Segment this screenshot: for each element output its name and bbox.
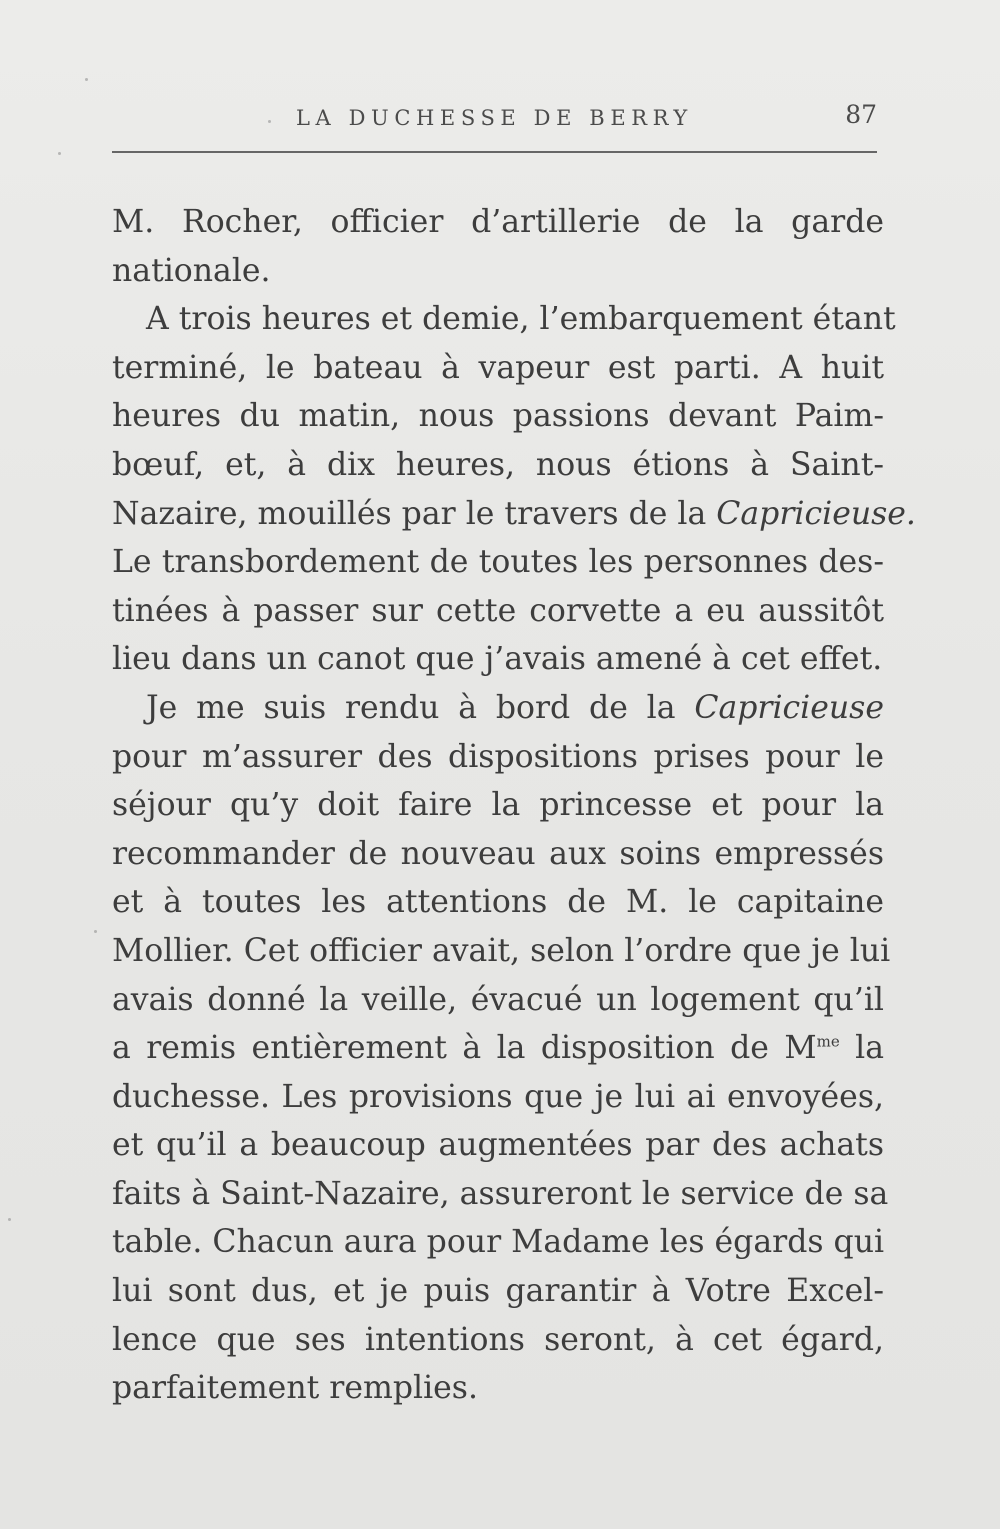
text-line-with-italic [112, 684, 884, 733]
page-number: 87 [845, 100, 877, 129]
text-line-with-superscript [112, 1024, 884, 1073]
paper-speck [58, 152, 61, 155]
text-line: Le transbordement de toutes les personnes des- [112, 544, 884, 581]
text-line: parfaitement remplies. [112, 1370, 478, 1407]
paragraph-2 [112, 295, 916, 684]
text-line: terminé, le bateau à vapeur est parti. A huit [112, 349, 884, 386]
text-line: M. Rocher, officier d’artillerie de la garde [112, 204, 884, 240]
running-head [112, 98, 877, 138]
text-line: et à toutes les attentions de M. le capitaine [112, 884, 884, 921]
superscript: me [816, 1032, 840, 1051]
text-segment: a remis entièrement à la disposition de M [112, 1030, 817, 1067]
paragraph-3 [112, 684, 891, 1413]
text-line: lence que ses intentions seront, à cet égard, [112, 1321, 884, 1358]
italic-ship-name: Capricieuse [694, 689, 884, 726]
text-line: faits à Saint-Nazaire, assureront le service de sa [112, 1175, 889, 1212]
text-line: pour m’assurer des dispositions prises pour le [112, 738, 884, 775]
running-title: LA DUCHESSE DE BERRY [296, 106, 693, 130]
paragraph-1 [112, 198, 884, 295]
text-segment: la [839, 1030, 884, 1067]
text-line: tinées à passer sur cette corvette a eu aussitôt [112, 592, 884, 629]
text-segment: Je me suis rendu à bord de la [146, 689, 695, 726]
text-line-with-italic [112, 490, 916, 539]
text-line: A trois heures et demie, l’embarquement étant [146, 301, 896, 338]
text-line: lui sont dus, et je puis garantir à Votre Excel- [112, 1273, 884, 1310]
text-line: nationale. [112, 252, 271, 289]
paper-speck [85, 78, 88, 81]
text-segment: Nazaire, mouillés par le travers de la [112, 495, 717, 532]
paper-speck [8, 1218, 11, 1221]
text-line: avais donné la veille, évacué un logement qu’il [112, 981, 884, 1018]
text-line: bœuf, et, à dix heures, nous étions à Saint- [112, 446, 884, 483]
text-line: et qu’il a beaucoup augmentées par des achats [112, 1127, 884, 1164]
text-line: lieu dans un canot que j’avais amené à cet effet. [112, 641, 883, 678]
text-line: Mollier. Cet officier avait, selon l’ordre que je lui [112, 932, 891, 969]
text-line: recommander de nouveau aux soins empressés [112, 835, 884, 872]
text-line: séjour qu’y doit faire la princesse et pour la [112, 787, 884, 824]
italic-ship-name: Capricieuse. [716, 495, 916, 532]
paper-speck [268, 120, 271, 123]
paper-speck [94, 930, 97, 933]
text-line: heures du matin, nous passions devant Paim- [112, 398, 884, 435]
text-line: table. Chacun aura pour Madame les égards qui [112, 1224, 885, 1261]
body-text [112, 198, 916, 1413]
header-rule [112, 151, 877, 153]
text-line: duchesse. Les provisions que je lui ai envoyées, [112, 1078, 884, 1115]
